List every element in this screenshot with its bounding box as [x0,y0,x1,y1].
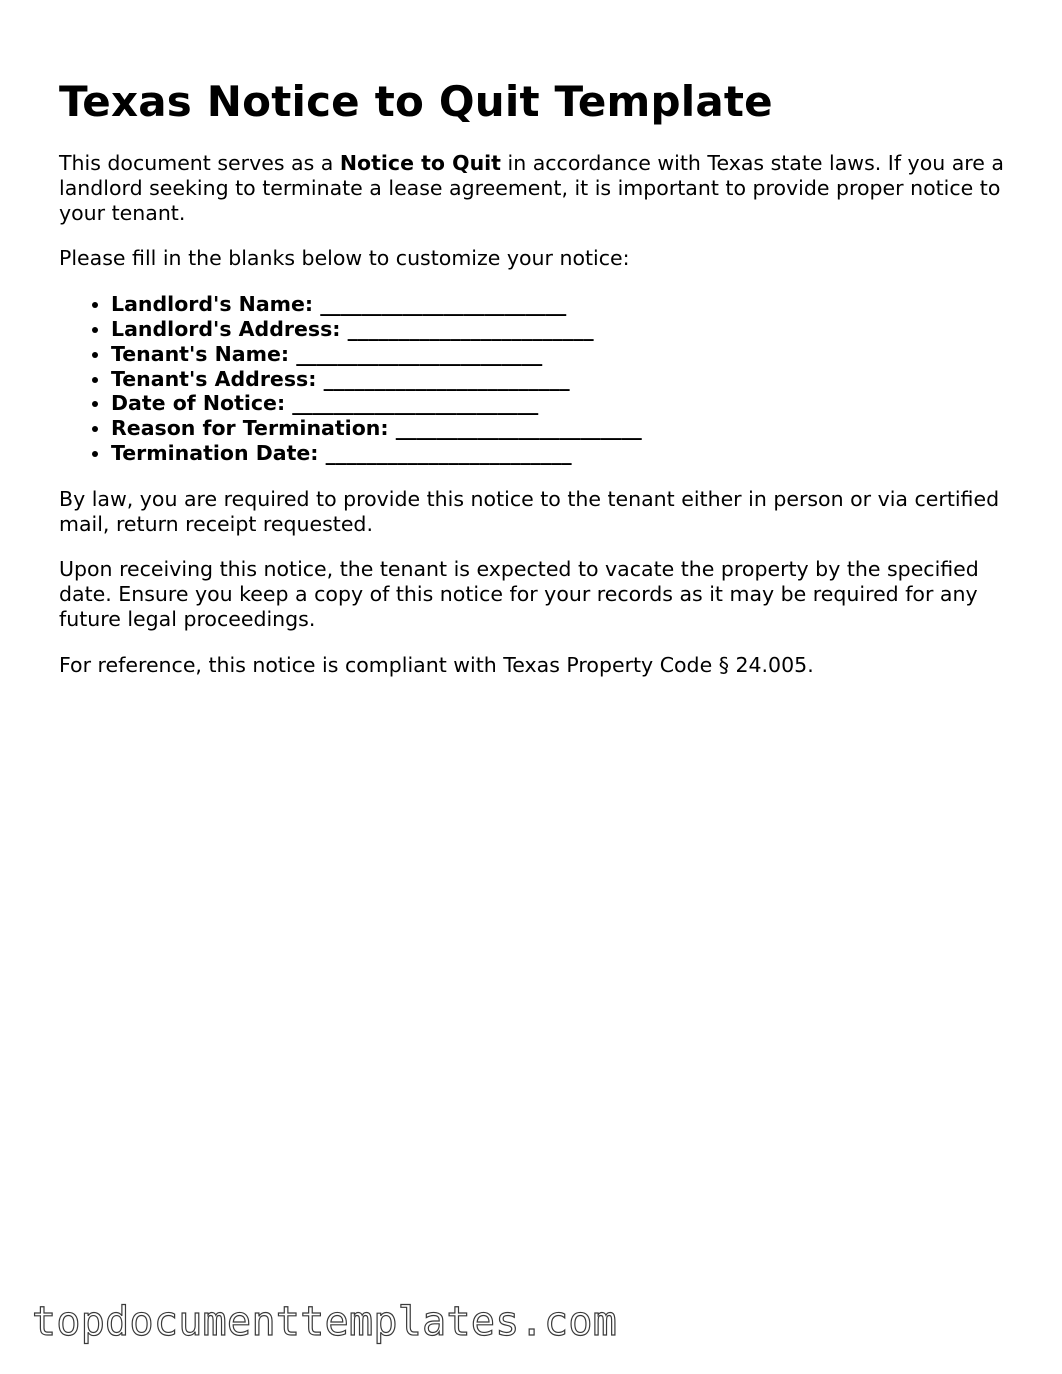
delivery-paragraph: By law, you are required to provide this notice to the tenant either in person or via certified mail, return receipt requested. [59,486,1000,536]
document-page [59,76,1009,699]
field-tenant-address: • Tenant's Address: ________________________ [111,367,1009,392]
intro-bold-term: Notice to Quit [339,151,501,175]
vacate-paragraph: Upon receiving this notice, the tenant is expected to vacate the property by the specified date. Ensure you keep a copy of this notice for your records as it may be required for any future legal proceedings. [59,557,979,631]
intro-paragraph [59,151,1009,225]
reference-paragraph: For reference, this notice is compliant with Texas Property Code § 24.005. [59,652,814,677]
field-reason-for-termination: • Reason for Termination: ________________________ [111,416,1009,441]
watermark-text: topdocumenttemplates.com [32,1299,618,1345]
page-title: Texas Notice to Quit Template [59,77,773,126]
field-tenant-name: • Tenant's Name: ________________________ [111,342,1009,367]
intro-text-start: This document serves as a [59,151,340,175]
field-landlord-name: • Landlord's Name: ________________________ [111,292,1009,317]
intro-text-end: in accordance with Texas state laws. If you are a landlord seeking to terminate a lease agreement, it is important to provide proper notice to your tenant. [59,151,1004,225]
field-date-of-notice: • Date of Notice: ________________________ [111,391,1009,416]
fill-in-fields-list [59,292,1009,466]
instruction-paragraph: Please fill in the blanks below to customize your notice: [59,246,630,271]
field-landlord-address: • Landlord's Address: ________________________ [111,317,1009,342]
field-termination-date: • Termination Date: ________________________ [111,441,1009,466]
